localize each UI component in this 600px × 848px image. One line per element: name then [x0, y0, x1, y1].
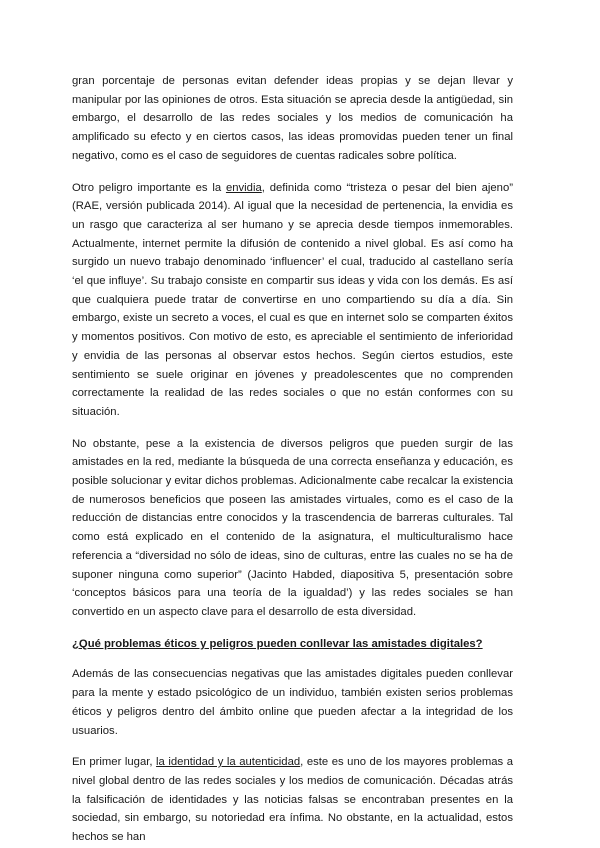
section-heading: ¿Qué problemas éticos y peligros pueden conllevar las amistades digitales?: [72, 637, 483, 650]
paragraph-text: gran porcentaje de personas evitan defender ideas propias y se dejan llevar y manipular por las opiniones de otros. Esta situación se aprecia desde la antigüedad, sin embargo, el desarrollo de las redes sociales y los medios de comunicación ha amplificado su efecto y en ciertos casos, las ideas promovidas pueden tener un final negativo, como es el caso de seguidores de cuentas radicales sobre política.: [72, 75, 513, 162]
paragraph-text: Además de las consecuencias negativas que las amistades digitales pueden conllevar para la mente y estado psicológico de un individuo, también existen serios problemas éticos y peligros dentro del ámbito online que pueden afectar a la integridad de los usuarios.: [72, 668, 513, 737]
underlined-term-envidia: envidia: [225, 181, 262, 194]
paragraph-ethical-problems: [72, 665, 513, 740]
paragraph-text: Otro peligro importante es la: [72, 181, 226, 194]
paragraph-text: No obstante, pese a la existencia de diversos peligros que pueden surgir de las amistades en la red, mediante la búsqueda de una correcta enseñanza y educación, es posible solucionar y evitar dichos problemas. Adicionalmente cabe recalcar la existencia de numerosos beneficios que poseen las amistades virtuales, como es el caso de la reducción de distancias entre conocidos y la trascendencia de barreras culturales. Tal como está explicado en el contenido de la asignatura, el multiculturalismo hace referencia a “diversidad no sólo de ideas, sino de culturas, entre las cuales no se ha de suponer ninguna como superior” (Jacinto Habded, diapositiva 5, presentación sobre ‘conceptos básicos para una teoría de la igualdad’) y las redes sociales se han convertido en un aspecto clave para el desarrollo de esta diversidad.: [72, 437, 513, 618]
paragraph-text: , este es uno de los mayores problemas a nivel global dentro de las redes sociales y los medios de comunicación. Décadas atrás la falsificación de identidades y las noticias falsas se encontraban presentes en la sociedad, sin embargo, su notoriedad era ínfima. No obstante, en la actualidad, estos hechos se han: [72, 756, 513, 844]
underlined-term-identidad: la identidad y la autenticidad: [156, 756, 301, 769]
paragraph-envy: [72, 179, 513, 422]
paragraph-benefits: [72, 435, 513, 622]
paragraph-conformity: [72, 72, 513, 166]
paragraph-text: , definida como “tristeza o pesar del bien ajeno” (RAE, versión publicada 2014). Al igual que la necesidad de pertenencia, la envidia es un rasgo que caracteriza al ser humano y se aprecia desde tiempos inmemorables. Actualmente, internet permite la difusión de contenido a nivel global. Es así como ha surgido un nuevo trabajo denominado ‘influencer’ el cual, traducido al castellano sería ‘el que influye’. Su trabajo consiste en compartir sus ideas y vida con los demás. Es así que cualquiera puede tratar de convertirse en uno compartiendo su día a día. Sin embargo, existe un secreto a voces, el cual es que en internet solo se comparten éxitos y momentos positivos. Con motivo de esto, es apreciable el sentimiento de inferioridad y envidia de las personas al observar estos hechos. Según ciertos estudios, este sentimiento se suele originar en jóvenes y preadolescentes que no comprenden correctamente la realidad de las redes sociales o que no están conformes con su situación.: [72, 181, 513, 418]
paragraph-text: En primer lugar,: [72, 756, 157, 769]
paragraph-identity: [72, 753, 513, 847]
